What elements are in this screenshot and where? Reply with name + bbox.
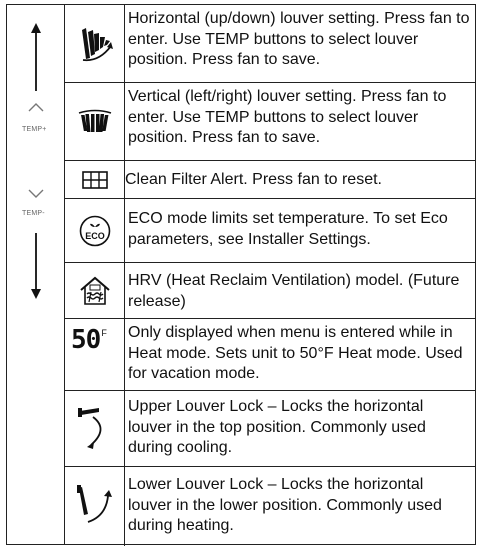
table-row <box>65 467 475 546</box>
fifty-f-icon: 50 <box>71 325 101 355</box>
table-row <box>65 199 475 263</box>
icon-cell <box>65 83 125 160</box>
table-row <box>65 319 475 391</box>
table-row <box>65 391 475 467</box>
temp-up-label: TEMP+ <box>22 126 47 133</box>
fahrenheit-unit: F <box>101 328 107 338</box>
temp-down-label: TEMP- <box>22 210 45 217</box>
up-arrow-icon <box>27 23 45 93</box>
icon-cell <box>65 319 125 390</box>
table-row <box>65 83 475 161</box>
eco-icon-text: ECO <box>84 230 105 241</box>
eco-icon <box>79 215 111 247</box>
chevron-down-icon[interactable] <box>27 187 45 199</box>
table-row <box>65 263 475 319</box>
vertical-louver-icon <box>75 109 115 135</box>
row-description: Vertical (left/right) louver setting. Press fan to enter. Use TEMP buttons to select louver position. Press fan to save. <box>128 88 447 146</box>
row-description: Horizontal (up/down) louver setting. Press fan to enter. Use TEMP buttons to select louver position. Press fan to save. <box>128 10 470 68</box>
table-row <box>65 5 475 83</box>
icon-cell <box>65 5 125 82</box>
icon-cell <box>65 199 125 262</box>
row-description: ECO mode limits set temperature. To set Eco parameters, see Installer Settings. <box>128 210 448 248</box>
hrv-house-icon <box>79 275 111 307</box>
settings-table-frame <box>6 4 476 545</box>
table-row <box>65 161 475 199</box>
horizontal-louver-icon <box>75 24 115 64</box>
row-description: Clean Filter Alert. Press fan to reset. <box>125 171 382 188</box>
filter-grid-icon <box>82 171 108 189</box>
icon-description-table <box>65 5 475 544</box>
lower-louver-lock-icon <box>76 484 114 530</box>
row-description: Upper Louver Lock – Locks the horizontal louver in the top position. Commonly used during cooling. <box>128 398 426 456</box>
upper-louver-lock-icon <box>77 407 113 451</box>
icon-cell <box>65 467 125 546</box>
row-description: Only displayed when menu is entered while in Heat mode. Sets unit to 50°F Heat mode. Used for vacation mode. <box>128 324 463 382</box>
icon-cell <box>65 161 125 198</box>
chevron-up-icon[interactable] <box>27 101 45 113</box>
row-description: HRV (Heat Reclaim Ventilation) model. (Future release) <box>128 272 460 310</box>
down-arrow-icon <box>27 233 45 299</box>
icon-cell <box>65 391 125 466</box>
temp-control-column <box>7 5 65 544</box>
icon-cell <box>65 263 125 318</box>
row-description: Lower Louver Lock – Locks the horizontal louver in the lower position. Commonly used during heating. <box>128 476 442 534</box>
